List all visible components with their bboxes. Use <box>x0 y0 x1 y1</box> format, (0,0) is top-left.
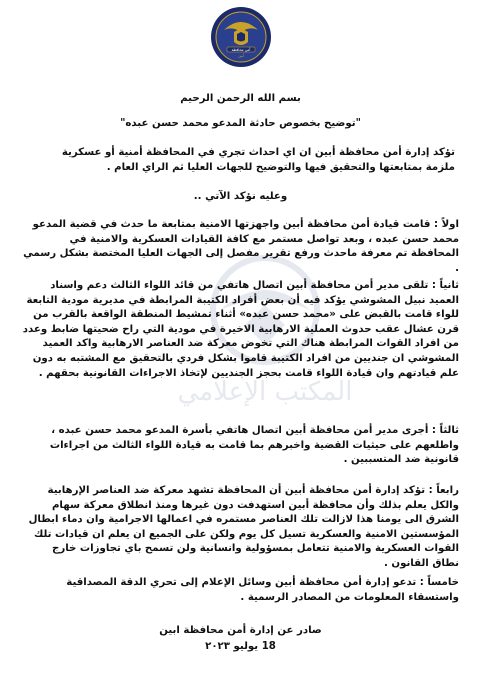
issuer-line: صادر عن إدارة أمن محافظة ابين <box>159 625 322 636</box>
security-eagle-shield-emblem-icon <box>210 6 272 68</box>
paragraph-fifth: خامساً : تدعو إدارة أمن محافظة أبين وسائل الإعلام إلى تحري الدقة المصداقية واستسقاء المعلومات من المصادر الرسمية . <box>66 577 459 603</box>
document-title: "توضيح بخصوص حادثة المدعو محمد حسن عبده" <box>120 118 361 129</box>
logo-text-line1: أمن محافظة <box>231 48 251 52</box>
basmala: بسم الله الرحمن الرحيم <box>180 93 301 104</box>
paragraph-third: ثالثاً : أجرى مدير أمن محافظة أبين اتصال هاتفي بأسرة المدعو محمد حسن عبده ، واطلعهم على حيثيات القضية واخبرهم بما قامت به قيادة اللواء الثالث من اجراءات قانونية ضد المتسببين . <box>49 425 459 466</box>
date-line: 18 يوليو ٢٠٢٣ <box>205 641 276 652</box>
watermark-text: المكتب الإعلامي <box>177 377 353 407</box>
logo-text-line2: أبين <box>238 54 244 58</box>
paragraph-fourth: رابعاً : تؤكد إدارة أمن محافظة أبين أن المحافظة تشهد معركة ضد العناصر الإرهابية والكل يعلم بذلك وأن محافظة أبين استهدفت دون غيرها ومنذ انطلاق معركة سهام الشرق الى يومنا هذا لازالت تلك العناصر مستمره في اعمالها الاجرامية وان دماء ابطال المؤسستين الامنية والعسكرية تسيل كل يوم ولكن على الجميع ان يعلم ان قيادات تلك القوات العسكرية والامنية تتعامل بمسؤولية وانسانية ولن تسمح باي تجاوزات خارج نطاق القانون . <box>28 485 459 569</box>
intro-paragraph: تؤكد إدارة أمن محافظة أبين ان اي احداث تجري في المحافظة أمنية أو عسكرية ملزمة بمتابعتها والتحقيق فيها والتوضيح للجهات العليا ثم الراي العام . <box>61 147 455 173</box>
paragraph-first: اولاً : قامت قيادة أمن محافظة أبين واجهزتها الامنية بمتابعة ما حدث في قضية المدعو محمد حسن عبده ، وبعد تواصل مستمر مع كافة القيادات العسكرية والامنية في المحافظة تم معرفة ماحدث ورفع تقرير مفصل إلى الجهات العليا المختصة بشكل رسمي . <box>23 219 459 274</box>
emblem-logo <box>210 6 272 68</box>
paragraph-second: ثانياً : تلقى مدير أمن محافظة أبين اتصال هاتفي من قائد اللواء الثالث دعم واسناد العميد نبيل المشوشي يؤكد فيه أن بعض أفراد الكتيبة المرابطة في مديرية مودية التابعة للواء قامت بالقبض على «محمد حسن عبده» أثناء تمشيط المنطقة الواقعة بالقرب من قرن عشال عقب حدوث العملية الارهابية الاخيرة في مودية التي راح ضحيتها ضابط وعدد من افراد القوات المرابطة هناك التي تخوض معركة ضد العناصر الارهابية واكد العميد المشوشي ان جنديين من افراد الكتيبة قاموا بشكل فردي بالتحقيق مع المشتبه به دون علم قيادتهم وان قيادة اللواء قامت بحجز الجنديين لإتخاذ الاجراءات القانونية بحقهم . <box>22 280 459 379</box>
confirm-line: وعليه نؤكد الآتي .. <box>193 191 288 202</box>
